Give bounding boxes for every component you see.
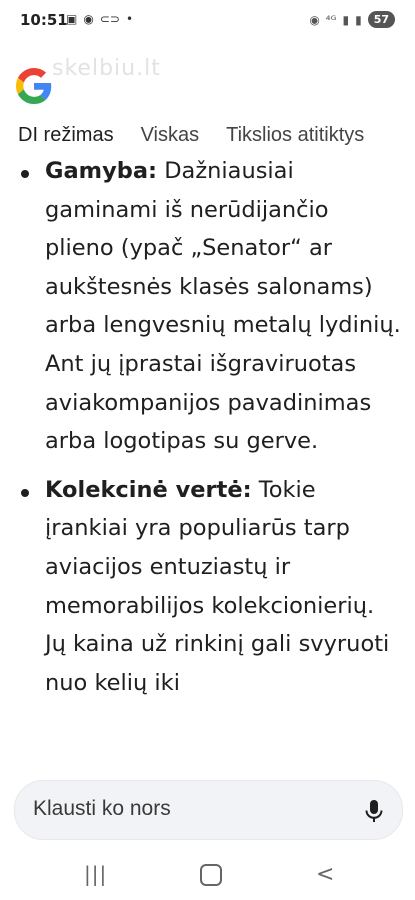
signal-icon-2: ▮ (355, 12, 362, 27)
tab-ai-mode[interactable]: DI režimas (18, 124, 114, 146)
tab-exact-matches[interactable]: Tikslios atitiktys (226, 124, 365, 146)
list-item (0, 152, 415, 461)
tab-all[interactable]: Viskas (140, 124, 200, 146)
bullet-icon (21, 489, 29, 497)
search-tabs (18, 124, 391, 147)
ai-answer-content (0, 152, 415, 712)
signal-icon: ▮ (342, 12, 350, 27)
ask-input[interactable]: Klausti ko nors (33, 797, 171, 820)
list-item-title: Gamyba: (45, 158, 158, 184)
home-icon[interactable] (200, 864, 222, 886)
watermark: skelbiu.lt (52, 56, 161, 81)
microphone-icon[interactable] (364, 799, 384, 823)
status-bar (0, 0, 415, 40)
ask-input-bar[interactable] (14, 780, 403, 840)
back-icon[interactable]: < (316, 862, 335, 887)
screenshot-icon: ▣ (66, 12, 78, 26)
battery-icon: 57 (368, 11, 395, 28)
network-4g-icon: ⁴ᴳ (325, 12, 337, 27)
google-logo-icon[interactable] (16, 68, 52, 104)
location-icon: ◉ (309, 12, 320, 27)
list-item-body: Dažniausiai gaminami iš nerūdijančio plieno (ypač „Senator“ ar aukštesnės klasės salonams) arba lengvesnių metalų lydinių. Ant jų įprastai išgraviruotas aviakompanijos pavadinimas arba logotipas su gerve. (45, 158, 401, 455)
messenger-icon: ◉ (83, 12, 94, 26)
link-icon: ⊂⊃ (99, 12, 120, 26)
system-navigation-bar (0, 848, 415, 900)
status-time: 10:51 (20, 11, 68, 29)
recent-apps-icon[interactable]: ||| (84, 862, 108, 886)
bullet-icon (21, 170, 29, 178)
notification-icons (66, 13, 133, 25)
list-item-body: Tokie įrankiai yra populiarūs tarp aviacijos entuziastų ir memorabilijos kolekcionierių. Jų kaina už rinkinį gali svyruoti nuo kelių iki (45, 476, 390, 696)
list-item-text (45, 152, 401, 461)
system-icons (309, 11, 395, 28)
list-item-text (45, 471, 401, 703)
list-item-title: Kolekcinė vertė: (45, 476, 252, 503)
more-notifications-dot-icon: • (125, 12, 134, 26)
list-item (0, 471, 415, 703)
